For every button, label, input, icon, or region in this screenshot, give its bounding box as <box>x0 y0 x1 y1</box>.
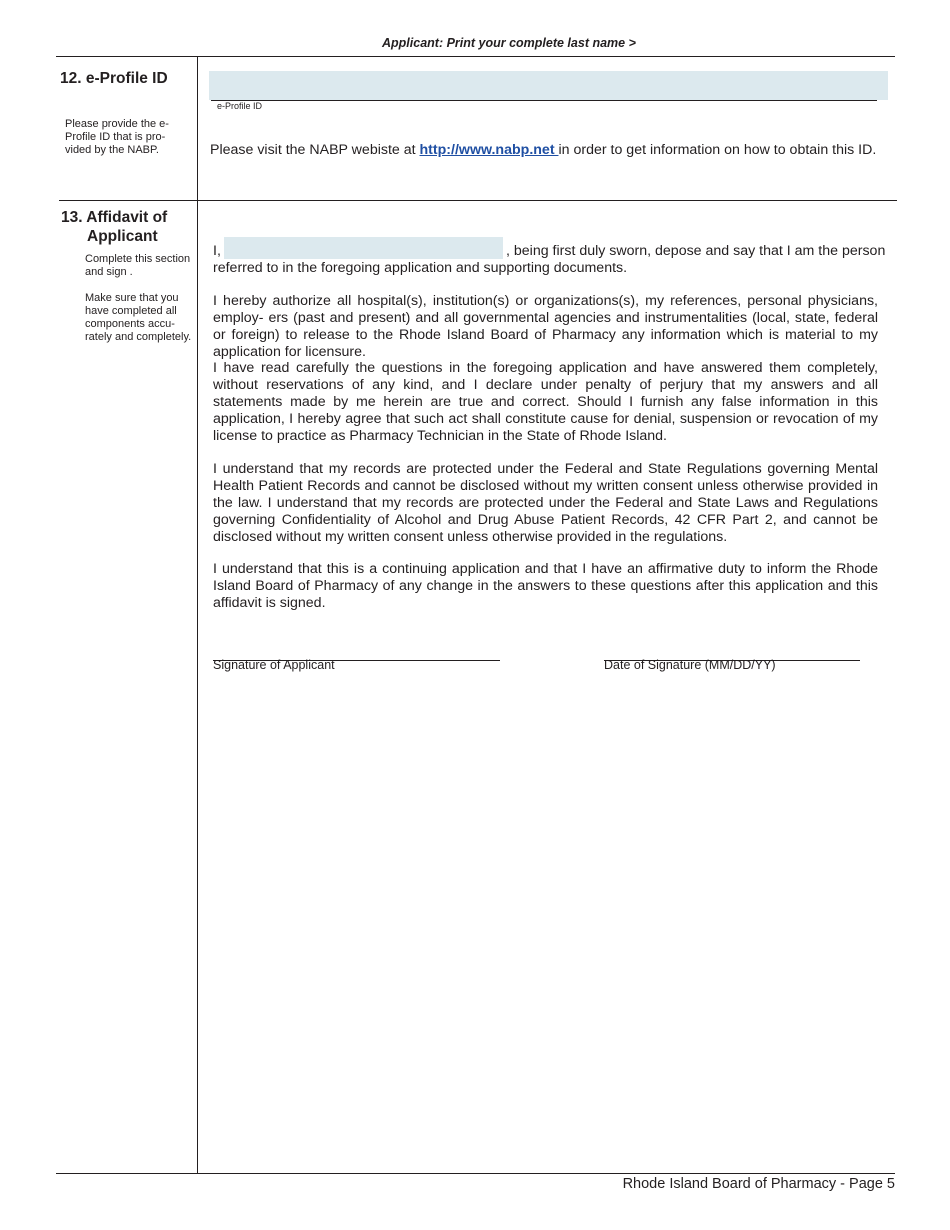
section-12-title: 12. e-Profile ID <box>60 70 168 87</box>
applicant-name-input[interactable] <box>224 237 503 259</box>
declaration-paragraph: I have read carefully the questions in the foregoing application and have answered them completely, without reservations of any kind, and I declare under penalty of perjury that my answers and all statements made by me herein are true and correct. Should I furnish any false information in this application, I hereby agree that such act shall constitute cause for denial, suspension or revocation of my license to practice as Pharmacy Technician in the State of Rhode Island. <box>213 360 878 444</box>
signature-label: Signature of Applicant <box>213 658 335 672</box>
nabp-visit-text <box>210 142 876 159</box>
continuing-duty-paragraph: I understand that this is a continuing application and that I have an affirmative duty to inform the Rhode Island Board of Pharmacy of any change in the answers to these questions after this application and this affidavit is signed. <box>213 561 878 611</box>
section-divider <box>59 200 897 201</box>
page-footer: Rhode Island Board of Pharmacy - Page 5 <box>622 1176 895 1192</box>
e-profile-id-input[interactable] <box>209 71 888 100</box>
section-13-title: 13. Affidavit of <box>61 209 168 226</box>
e-profile-id-underline <box>211 100 877 101</box>
column-divider <box>197 57 198 1174</box>
header-divider <box>56 56 895 57</box>
applicant-last-name-instruction: Applicant: Print your complete last name > <box>382 36 636 50</box>
oath-suffix: , being first duly sworn, depose and say that I am the person <box>506 243 886 259</box>
oath-line-2: referred to in the foregoing application and supporting documents. <box>213 260 628 276</box>
authorization-paragraph: I hereby authorize all hospital(s), institution(s) or organizations(s), my references, personal physicians, employ- ers (past and present) and all governmental agencies and instrumentalities (local, state, federal or foreign) to release to the Rhode Island Board of Pharmacy any information which is material to my application for licensure. <box>213 293 878 360</box>
date-label: Date of Signature (MM/DD/YY) <box>604 658 776 672</box>
records-paragraph: I understand that my records are protected under the Federal and State Regulations governing Mental Health Patient Records and cannot be disclosed without my written consent unless otherwise provided in the law. I understand that my records are protected under the Federal and State Laws and Regulations governing Confidentiality of Alcohol and Drug Abuse Patient Records, 42 CFR Part 2, and cannot be disclosed without my written consent unless otherwise provided in the regulations. <box>213 461 878 545</box>
nabp-link[interactable]: http://www.nabp.net <box>419 142 559 158</box>
visit-text-after: in order to get information on how to obtain this ID. <box>558 142 877 158</box>
section-13-side-note-1: Complete this section and sign . <box>85 253 191 278</box>
visit-text-before: Please visit the NABP webiste at <box>210 142 420 158</box>
section-13-side-note-2: Make sure that you have completed all components accu- rately and completely. <box>85 292 192 343</box>
section-13-title-line2: Applicant <box>87 228 158 245</box>
footer-divider <box>56 1173 895 1174</box>
e-profile-id-label: e-Profile ID <box>217 101 263 111</box>
oath-prefix: I, <box>213 243 221 259</box>
section-12-side-note: Please provide the e-Profile ID that is pro- vided by the NABP. <box>65 118 169 156</box>
